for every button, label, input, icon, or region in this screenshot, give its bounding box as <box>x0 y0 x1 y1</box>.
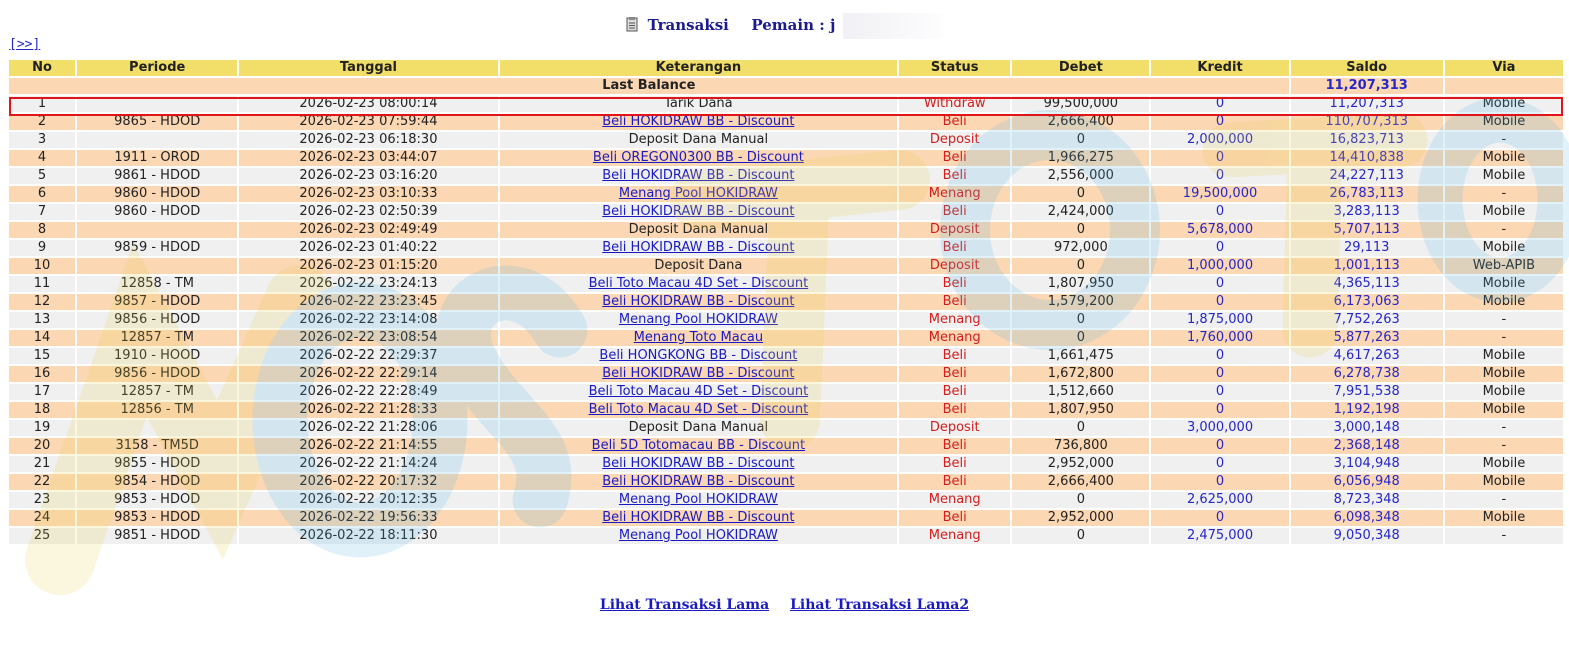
row-no: 12 <box>9 294 75 310</box>
row-saldo: 29,113 <box>1291 240 1443 256</box>
row-keterangan-link[interactable]: Menang Pool HOKIDRAW <box>618 492 778 507</box>
row-no: 4 <box>9 150 75 166</box>
table-row <box>9 312 1563 328</box>
table-row <box>9 492 1563 508</box>
row-periode: 12857 - TM <box>77 384 237 400</box>
row-via: Mobile <box>1445 348 1563 364</box>
row-no: 1 <box>9 96 75 112</box>
row-no: 5 <box>9 168 75 184</box>
row-saldo: 1,001,113 <box>1291 258 1443 274</box>
row-kredit: 2,625,000 <box>1151 492 1288 508</box>
row-saldo: 24,227,113 <box>1291 168 1443 184</box>
row-via: - <box>1445 186 1563 202</box>
table-row <box>9 168 1563 184</box>
page-title: Transaksi <box>647 16 729 34</box>
row-debet: 2,952,000 <box>1012 510 1149 526</box>
row-tanggal: 2026-02-23 01:15:20 <box>239 258 497 274</box>
row-periode <box>77 132 237 148</box>
row-no: 19 <box>9 420 75 436</box>
row-debet: 0 <box>1012 186 1149 202</box>
row-keterangan: Deposit Dana Manual <box>500 222 898 238</box>
row-status: Beli <box>899 474 1010 490</box>
row-saldo: 6,173,063 <box>1291 294 1443 310</box>
row-keterangan <box>500 438 898 454</box>
row-no: 14 <box>9 330 75 346</box>
row-keterangan-link[interactable]: Beli HOKIDRAW BB - Discount <box>602 474 795 489</box>
row-kredit: 0 <box>1151 204 1288 220</box>
row-via: Mobile <box>1445 510 1563 526</box>
row-keterangan-link[interactable]: Beli HOKIDRAW BB - Discount <box>602 114 795 129</box>
row-debet: 1,966,275 <box>1012 150 1149 166</box>
row-status: Beli <box>899 204 1010 220</box>
row-periode <box>77 420 237 436</box>
row-kredit: 1,000,000 <box>1151 258 1288 274</box>
document-icon <box>626 17 638 32</box>
row-periode: 9861 - HDOD <box>77 168 237 184</box>
row-keterangan <box>500 168 898 184</box>
row-status: Deposit <box>899 420 1010 436</box>
row-tanggal: 2026-02-22 22:28:49 <box>239 384 497 400</box>
row-periode: 1911 - OROD <box>77 150 237 166</box>
row-saldo: 4,617,263 <box>1291 348 1443 364</box>
row-periode: 9859 - HDOD <box>77 240 237 256</box>
row-periode: 9854 - HDOD <box>77 474 237 490</box>
row-periode: 9855 - HDOD <box>77 456 237 472</box>
row-periode: 9856 - HDOD <box>77 312 237 328</box>
row-status: Beli <box>899 438 1010 454</box>
row-kredit: 0 <box>1151 348 1288 364</box>
col-keterangan: Keterangan <box>500 60 898 76</box>
table-row <box>9 528 1563 544</box>
row-kredit: 0 <box>1151 294 1288 310</box>
row-saldo: 7,752,263 <box>1291 312 1443 328</box>
row-status: Beli <box>899 384 1010 400</box>
row-saldo: 110,707,313 <box>1291 114 1443 130</box>
row-status: Menang <box>899 312 1010 328</box>
row-keterangan-link[interactable]: Beli OREGON0300 BB - Discount <box>592 150 804 165</box>
row-kredit: 1,760,000 <box>1151 330 1288 346</box>
row-keterangan-link[interactable]: Menang Pool HOKIDRAW <box>618 186 778 201</box>
row-status: Beli <box>899 402 1010 418</box>
row-keterangan-link[interactable]: Menang Pool HOKIDRAW <box>618 312 778 327</box>
table-row <box>9 114 1563 130</box>
row-via: Mobile <box>1445 204 1563 220</box>
row-no: 21 <box>9 456 75 472</box>
row-saldo: 3,000,148 <box>1291 420 1443 436</box>
table-row <box>9 258 1563 274</box>
row-kredit: 0 <box>1151 96 1288 112</box>
view-old-transactions2-link[interactable]: Lihat Transaksi Lama2 <box>790 597 970 613</box>
row-via: - <box>1445 528 1563 544</box>
row-status: Menang <box>899 330 1010 346</box>
col-kredit: Kredit <box>1151 60 1288 76</box>
redacted-player-name <box>843 13 943 39</box>
row-tanggal: 2026-02-22 21:14:55 <box>239 438 497 454</box>
row-keterangan <box>500 384 898 400</box>
row-kredit: 0 <box>1151 240 1288 256</box>
row-tanggal: 2026-02-22 22:29:14 <box>239 366 497 382</box>
row-keterangan-link[interactable]: Beli Toto Macau 4D Set - Discount <box>588 402 809 417</box>
last-balance-value: 11,207,313 <box>1291 78 1443 94</box>
table-row <box>9 276 1563 292</box>
row-tanggal: 2026-02-23 06:18:30 <box>239 132 497 148</box>
row-keterangan <box>500 402 898 418</box>
col-status: Status <box>899 60 1010 76</box>
row-debet: 1,807,950 <box>1012 402 1149 418</box>
row-periode: 12857 - TM <box>77 330 237 346</box>
row-saldo: 3,283,113 <box>1291 204 1443 220</box>
row-status: Beli <box>899 456 1010 472</box>
player-name: j <box>829 16 836 34</box>
row-status: Beli <box>899 276 1010 292</box>
table-row <box>9 96 1563 112</box>
row-debet: 0 <box>1012 258 1149 274</box>
row-tanggal: 2026-02-23 08:00:14 <box>239 96 497 112</box>
row-keterangan-link[interactable]: Beli HOKIDRAW BB - Discount <box>602 366 795 381</box>
row-debet: 0 <box>1012 132 1149 148</box>
row-keterangan-link[interactable]: Beli 5D Totomacau BB - Discount <box>591 438 806 453</box>
row-tanggal: 2026-02-23 03:10:33 <box>239 186 497 202</box>
row-periode: 9856 - HDOD <box>77 366 237 382</box>
row-kredit: 2,475,000 <box>1151 528 1288 544</box>
table-row <box>9 240 1563 256</box>
row-periode: 9860 - HDOD <box>77 204 237 220</box>
table-row <box>9 510 1563 526</box>
row-status: Menang <box>899 528 1010 544</box>
row-keterangan <box>500 312 898 328</box>
row-status: Menang <box>899 186 1010 202</box>
row-keterangan <box>500 150 898 166</box>
row-tanggal: 2026-02-22 21:14:24 <box>239 456 497 472</box>
row-debet: 1,672,800 <box>1012 366 1149 382</box>
row-tanggal: 2026-02-22 21:28:06 <box>239 420 497 436</box>
table-row <box>9 330 1563 346</box>
row-keterangan-link[interactable]: Beli HOKIDRAW BB - Discount <box>602 240 795 255</box>
row-kredit: 19,500,000 <box>1151 186 1288 202</box>
row-keterangan-link[interactable]: Beli HOKIDRAW BB - Discount <box>602 456 795 471</box>
table-row <box>9 438 1563 454</box>
row-via: Mobile <box>1445 366 1563 382</box>
row-via: - <box>1445 492 1563 508</box>
row-kredit: 2,000,000 <box>1151 132 1288 148</box>
row-periode <box>77 96 237 112</box>
row-periode: 9851 - HDOD <box>77 528 237 544</box>
row-keterangan <box>500 240 898 256</box>
row-periode <box>77 222 237 238</box>
row-via: Mobile <box>1445 474 1563 490</box>
row-debet: 972,000 <box>1012 240 1149 256</box>
row-saldo: 6,098,348 <box>1291 510 1443 526</box>
last-balance-row <box>9 78 1563 94</box>
col-no: No <box>9 60 75 76</box>
row-via: Mobile <box>1445 384 1563 400</box>
footer <box>0 597 1569 613</box>
row-periode: 9853 - HDOD <box>77 510 237 526</box>
row-debet: 1,807,950 <box>1012 276 1149 292</box>
row-via: Mobile <box>1445 294 1563 310</box>
row-saldo: 3,104,948 <box>1291 456 1443 472</box>
row-keterangan <box>500 276 898 292</box>
row-tanggal: 2026-02-22 23:24:13 <box>239 276 497 292</box>
row-kredit: 0 <box>1151 168 1288 184</box>
row-saldo: 4,365,113 <box>1291 276 1443 292</box>
row-no: 3 <box>9 132 75 148</box>
table-row <box>9 132 1563 148</box>
row-tanggal: 2026-02-22 21:28:33 <box>239 402 497 418</box>
row-no: 10 <box>9 258 75 274</box>
row-keterangan: Deposit Dana <box>500 258 898 274</box>
row-status: Beli <box>899 366 1010 382</box>
row-keterangan <box>500 294 898 310</box>
row-tanggal: 2026-02-23 03:16:20 <box>239 168 497 184</box>
row-no: 8 <box>9 222 75 238</box>
row-keterangan <box>500 474 898 490</box>
row-tanggal: 2026-02-23 02:50:39 <box>239 204 497 220</box>
row-no: 17 <box>9 384 75 400</box>
table-header-row <box>9 60 1563 76</box>
col-periode: Periode <box>77 60 237 76</box>
row-via: Mobile <box>1445 150 1563 166</box>
table-row <box>9 150 1563 166</box>
row-keterangan <box>500 528 898 544</box>
row-debet: 2,556,000 <box>1012 168 1149 184</box>
row-status: Deposit <box>899 132 1010 148</box>
row-saldo: 6,056,948 <box>1291 474 1443 490</box>
row-keterangan-link[interactable]: Beli HONGKONG BB - Discount <box>599 348 798 363</box>
row-via: Web-APIB <box>1445 258 1563 274</box>
row-kredit: 0 <box>1151 384 1288 400</box>
row-kredit: 0 <box>1151 438 1288 454</box>
row-keterangan <box>500 492 898 508</box>
row-kredit: 0 <box>1151 114 1288 130</box>
row-debet: 0 <box>1012 222 1149 238</box>
row-via: Mobile <box>1445 276 1563 292</box>
row-saldo: 16,823,713 <box>1291 132 1443 148</box>
row-kredit: 3,000,000 <box>1151 420 1288 436</box>
row-tanggal: 2026-02-22 20:12:35 <box>239 492 497 508</box>
row-no: 11 <box>9 276 75 292</box>
row-debet: 0 <box>1012 492 1149 508</box>
row-no: 15 <box>9 348 75 364</box>
row-kredit: 5,678,000 <box>1151 222 1288 238</box>
row-keterangan <box>500 186 898 202</box>
row-no: 23 <box>9 492 75 508</box>
row-tanggal: 2026-02-22 23:08:54 <box>239 330 497 346</box>
row-via: Mobile <box>1445 168 1563 184</box>
row-debet: 0 <box>1012 420 1149 436</box>
row-kredit: 0 <box>1151 510 1288 526</box>
row-tanggal: 2026-02-23 03:44:07 <box>239 150 497 166</box>
row-no: 7 <box>9 204 75 220</box>
row-no: 16 <box>9 366 75 382</box>
row-via: - <box>1445 132 1563 148</box>
row-via: - <box>1445 420 1563 436</box>
row-tanggal: 2026-02-23 07:59:44 <box>239 114 497 130</box>
row-debet: 0 <box>1012 528 1149 544</box>
row-saldo: 5,707,113 <box>1291 222 1443 238</box>
row-tanggal: 2026-02-22 18:11:30 <box>239 528 497 544</box>
view-old-transactions-link[interactable]: Lihat Transaksi Lama <box>599 597 770 613</box>
row-via: - <box>1445 438 1563 454</box>
row-no: 13 <box>9 312 75 328</box>
row-saldo: 5,877,263 <box>1291 330 1443 346</box>
row-periode: 1910 - HOOD <box>77 348 237 364</box>
row-kredit: 0 <box>1151 150 1288 166</box>
row-tanggal: 2026-02-22 23:14:08 <box>239 312 497 328</box>
row-debet: 2,952,000 <box>1012 456 1149 472</box>
row-kredit: 0 <box>1151 474 1288 490</box>
row-keterangan: Deposit Dana Manual <box>500 132 898 148</box>
row-status: Withdraw <box>899 96 1010 112</box>
row-periode: 12858 - TM <box>77 276 237 292</box>
row-status: Beli <box>899 240 1010 256</box>
row-saldo: 8,723,348 <box>1291 492 1443 508</box>
row-saldo: 7,951,538 <box>1291 384 1443 400</box>
row-keterangan-link[interactable]: Beli Toto Macau 4D Set - Discount <box>588 276 809 291</box>
row-saldo: 2,368,148 <box>1291 438 1443 454</box>
row-no: 25 <box>9 528 75 544</box>
row-debet: 2,666,400 <box>1012 114 1149 130</box>
row-saldo: 9,050,348 <box>1291 528 1443 544</box>
col-saldo: Saldo <box>1291 60 1443 76</box>
row-keterangan <box>500 330 898 346</box>
row-debet: 1,579,200 <box>1012 294 1149 310</box>
row-via: Mobile <box>1445 240 1563 256</box>
row-keterangan <box>500 348 898 364</box>
row-kredit: 0 <box>1151 366 1288 382</box>
row-periode: 9857 - HDOD <box>77 294 237 310</box>
row-status: Beli <box>899 168 1010 184</box>
row-periode: 9853 - HDOD <box>77 492 237 508</box>
col-tanggal: Tanggal <box>239 60 497 76</box>
row-periode: 3158 - TM5D <box>77 438 237 454</box>
row-debet: 0 <box>1012 312 1149 328</box>
row-no: 2 <box>9 114 75 130</box>
row-via: Mobile <box>1445 96 1563 112</box>
row-keterangan: Tarik Dana <box>500 96 898 112</box>
table-row <box>9 384 1563 400</box>
table-row <box>9 186 1563 202</box>
table-row <box>9 204 1563 220</box>
row-status: Deposit <box>899 258 1010 274</box>
row-kredit: 1,875,000 <box>1151 312 1288 328</box>
row-keterangan <box>500 366 898 382</box>
row-keterangan <box>500 456 898 472</box>
row-tanggal: 2026-02-23 02:49:49 <box>239 222 497 238</box>
row-debet: 1,661,475 <box>1012 348 1149 364</box>
page-header <box>0 12 1569 38</box>
row-debet: 1,512,660 <box>1012 384 1149 400</box>
row-no: 24 <box>9 510 75 526</box>
row-status: Beli <box>899 150 1010 166</box>
row-keterangan-link[interactable]: Beli HOKIDRAW BB - Discount <box>602 294 795 309</box>
row-status: Beli <box>899 294 1010 310</box>
table-row <box>9 366 1563 382</box>
row-debet: 2,424,000 <box>1012 204 1149 220</box>
row-saldo: 6,278,738 <box>1291 366 1443 382</box>
row-saldo: 26,783,113 <box>1291 186 1443 202</box>
row-saldo: 1,192,198 <box>1291 402 1443 418</box>
row-no: 20 <box>9 438 75 454</box>
row-keterangan-link[interactable]: Menang Pool HOKIDRAW <box>618 528 778 543</box>
row-via: - <box>1445 222 1563 238</box>
row-via: Mobile <box>1445 456 1563 472</box>
row-via: - <box>1445 312 1563 328</box>
next-page-link[interactable]: [>>] <box>9 37 41 52</box>
last-balance-empty <box>1445 78 1563 94</box>
row-keterangan-link[interactable]: Beli HOKIDRAW BB - Discount <box>602 204 795 219</box>
row-status: Beli <box>899 348 1010 364</box>
row-keterangan-link[interactable]: Beli HOKIDRAW BB - Discount <box>602 510 795 525</box>
row-periode <box>77 258 237 274</box>
row-no: 22 <box>9 474 75 490</box>
col-via: Via <box>1445 60 1563 76</box>
row-tanggal: 2026-02-22 22:29:37 <box>239 348 497 364</box>
row-status: Beli <box>899 114 1010 130</box>
last-balance-label: Last Balance <box>9 78 1289 94</box>
table-row <box>9 474 1563 490</box>
row-tanggal: 2026-02-22 19:56:33 <box>239 510 497 526</box>
row-tanggal: 2026-02-22 20:17:32 <box>239 474 497 490</box>
row-kredit: 0 <box>1151 276 1288 292</box>
table-row <box>9 222 1563 238</box>
row-periode: 9860 - HDOD <box>77 186 237 202</box>
row-keterangan-link[interactable]: Menang Toto Macau <box>633 330 764 345</box>
row-keterangan-link[interactable]: Beli Toto Macau 4D Set - Discount <box>588 384 809 399</box>
player-label: Pemain : <box>751 16 825 34</box>
transaction-table <box>7 58 1565 546</box>
row-no: 9 <box>9 240 75 256</box>
row-periode: 9865 - HDOD <box>77 114 237 130</box>
row-status: Beli <box>899 510 1010 526</box>
row-keterangan <box>500 510 898 526</box>
row-kredit: 0 <box>1151 456 1288 472</box>
row-saldo: 11,207,313 <box>1291 96 1443 112</box>
row-debet: 0 <box>1012 330 1149 346</box>
col-debet: Debet <box>1012 60 1149 76</box>
table-row <box>9 348 1563 364</box>
row-keterangan-link[interactable]: Beli HOKIDRAW BB - Discount <box>602 168 795 183</box>
row-periode: 12856 - TM <box>77 402 237 418</box>
row-tanggal: 2026-02-22 23:23:45 <box>239 294 497 310</box>
row-keterangan <box>500 204 898 220</box>
row-debet: 736,800 <box>1012 438 1149 454</box>
row-debet: 99,500,000 <box>1012 96 1149 112</box>
row-keterangan: Deposit Dana Manual <box>500 420 898 436</box>
row-status: Menang <box>899 492 1010 508</box>
table-row <box>9 420 1563 436</box>
table-row <box>9 402 1563 418</box>
table-row <box>9 456 1563 472</box>
row-via: Mobile <box>1445 402 1563 418</box>
row-debet: 2,666,400 <box>1012 474 1149 490</box>
row-via: - <box>1445 330 1563 346</box>
row-kredit: 0 <box>1151 402 1288 418</box>
row-no: 6 <box>9 186 75 202</box>
row-saldo: 14,410,838 <box>1291 150 1443 166</box>
row-status: Deposit <box>899 222 1010 238</box>
row-keterangan <box>500 114 898 130</box>
table-row <box>9 294 1563 310</box>
row-tanggal: 2026-02-23 01:40:22 <box>239 240 497 256</box>
row-via: Mobile <box>1445 114 1563 130</box>
row-no: 18 <box>9 402 75 418</box>
